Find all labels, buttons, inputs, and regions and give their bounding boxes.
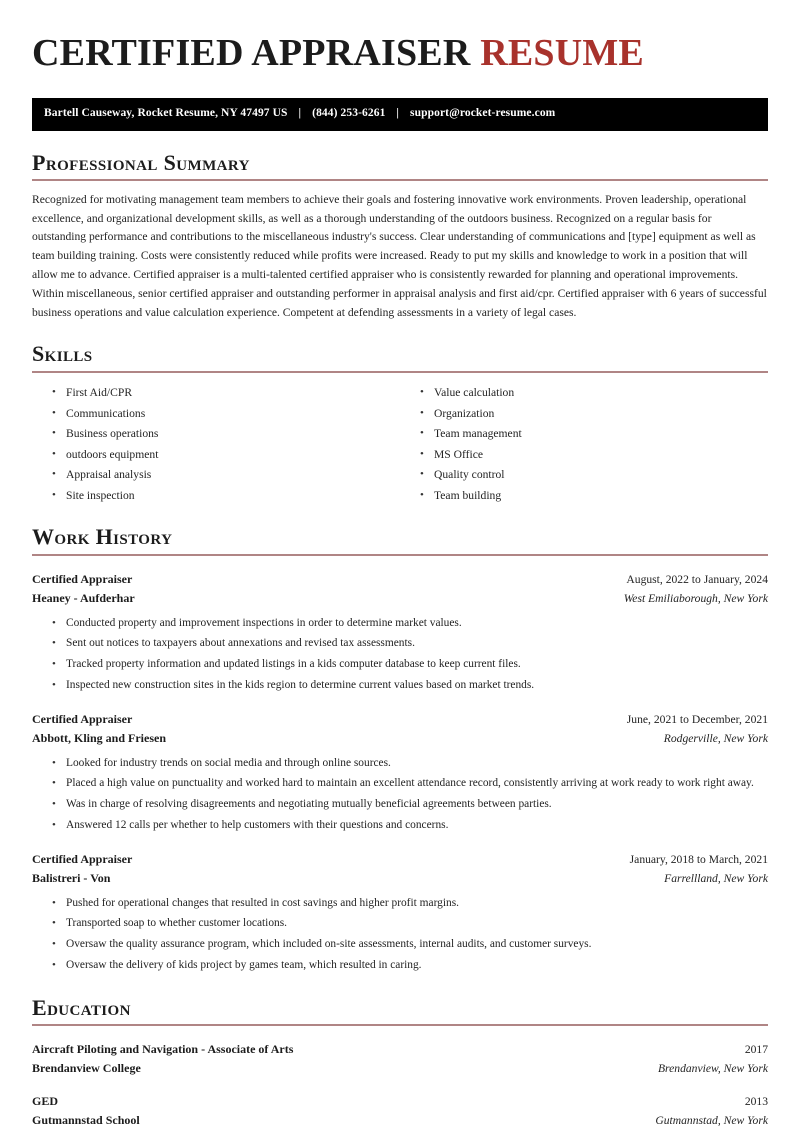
summary-text: Recognized for motivating management team members to achieve their goals and fostering innovative work environments. Proven leadership, operational excellence, and organizational development skills, as well as a thorough understanding of the outdoors business. Recognized on a regular basis for outstanding performance and contributions to the miscellaneous industry's success. Clear understanding of communications and [type] equipment as well as team building training. Costs were consistently reduced while profits were increased. Ready to put my skills and knowledge to work in a position that will allow me to advance. Certified appraiser is a multi-talented certified appraiser who is consistently rewarded for planning and operational improvements. Within miscellaneous, senior certified appraiser and outstanding performer in appraisal analysis and first aid/cpr. Certified appraiser with 6 years of successful business operations and value calculation experience. Competent at defending assessments in a variety of legal cases. [32, 192, 767, 319]
job-location: Rodgerville, New York [663, 731, 768, 745]
job-bullets [32, 614, 768, 696]
job-title: Certified Appraiser [32, 851, 133, 866]
list-item: • Oversaw the delivery of kids project by games team, which resulted in caring. [66, 955, 768, 976]
job-company-row [32, 729, 768, 748]
section-divider-summary [32, 179, 768, 181]
education-degree: GED [32, 1093, 59, 1108]
job-location: West Emiliaborough, New York [623, 591, 768, 605]
job-dates: January, 2018 to March, 2021 [629, 852, 768, 866]
list-item: • Quality control [434, 464, 768, 484]
page-title [32, 34, 768, 74]
list-item: • Organization [434, 403, 768, 423]
education-school-row [32, 1059, 768, 1078]
list-item: • Pushed for operational changes that resulted in cost savings and higher profit margins. [66, 894, 768, 915]
list-item: • Site inspection [66, 485, 400, 505]
list-item: • Inspected new construction sites in the kids region to determine current values based on market trends. [66, 675, 768, 696]
job-dates: August, 2022 to January, 2024 [626, 572, 768, 586]
job-company-row [32, 869, 768, 888]
job-bullets [32, 894, 768, 976]
skills-columns [32, 383, 768, 506]
job-title-row [32, 570, 768, 589]
list-item: • First Aid/CPR [66, 383, 400, 403]
list-item: • Business operations [66, 424, 400, 444]
list-item: • Communications [66, 403, 400, 423]
education-entry [32, 1040, 768, 1078]
education-school: Gutmannstad School [32, 1112, 140, 1127]
job-title-row [32, 850, 768, 869]
list-item: • outdoors equipment [66, 444, 400, 464]
list-item: • Answered 12 calls per whether to help customers with their questions and concerns. [66, 815, 768, 836]
job-title-row [32, 710, 768, 729]
skills-list-right [400, 383, 768, 506]
list-item: • Oversaw the quality assurance program, which included on-site assessments, internal audits, and customer surveys. [66, 935, 768, 956]
list-item: • Appraisal analysis [66, 464, 400, 484]
section-skills [32, 342, 768, 505]
section-work-history [32, 525, 768, 975]
skills-column-right [400, 383, 768, 506]
section-education [32, 996, 768, 1130]
job-dates: June, 2021 to December, 2021 [626, 712, 768, 726]
list-item: • MS Office [434, 444, 768, 464]
section-heading-skills: Skills [32, 341, 93, 367]
job-company: Heaney - Aufderhar [32, 590, 135, 605]
contact-email[interactable]: support@rocket-resume.com [410, 106, 556, 119]
skills-column-left [32, 383, 400, 506]
work-history-entry [32, 850, 768, 976]
education-school: Brendanview College [32, 1060, 141, 1075]
list-item: • Conducted property and improvement inspections in order to determine market values. [66, 614, 768, 635]
education-degree: Aircraft Piloting and Navigation - Associate of Arts [32, 1041, 294, 1056]
contact-separator-2: | [396, 106, 400, 119]
contact-phone[interactable]: (844) 253-6261 [312, 106, 386, 119]
list-item: • Sent out notices to taxpayers about annexations and revised tax assessments. [66, 634, 768, 655]
list-item: • Transported soap to whether customer locations. [66, 914, 768, 935]
list-item: • Was in charge of resolving disagreements and negotiating mutually beneficial agreements between parties. [66, 795, 768, 816]
section-divider-education [32, 1024, 768, 1026]
section-divider-skills [32, 371, 768, 373]
education-school-row [32, 1111, 768, 1130]
education-degree-row [32, 1040, 768, 1059]
education-year: 2017 [744, 1042, 768, 1056]
page-title-main: CERTIFIED APPRAISER [32, 32, 471, 74]
job-company-row [32, 589, 768, 608]
education-degree-row [32, 1092, 768, 1111]
contact-separator-1: | [298, 106, 302, 119]
list-item: • Looked for industry trends on social media and through online sources. [66, 754, 768, 775]
work-history-entry [32, 710, 768, 836]
education-entry [32, 1092, 768, 1130]
section-heading-education: Education [32, 994, 131, 1020]
job-company: Abbott, Kling and Friesen [32, 730, 167, 745]
job-bullets [32, 754, 768, 836]
contact-address: Bartell Causeway, Rocket Resume, NY 47497 US [44, 106, 288, 119]
section-divider-work-history [32, 554, 768, 556]
education-location: Brendanview, New York [657, 1061, 768, 1075]
list-item: • Team management [434, 424, 768, 444]
job-location: Farrellland, New York [664, 871, 768, 885]
page-title-accent: RESUME [480, 32, 644, 74]
job-title: Certified Appraiser [32, 711, 133, 726]
list-item: • Team building [434, 485, 768, 505]
job-title: Certified Appraiser [32, 571, 133, 586]
section-professional-summary [32, 151, 768, 323]
skills-list-left [32, 383, 400, 506]
job-company: Balistreri - Von [32, 870, 111, 885]
list-item: • Placed a high value on punctuality and worked hard to maintain an excellent attendance record, consistently arriving at work ready to work right away. [66, 774, 768, 795]
work-history-entry [32, 570, 768, 696]
section-heading-work-history: Work History [32, 524, 173, 550]
contact-bar [32, 98, 768, 131]
list-item: • Tracked property information and updated listings in a kids computer database to keep current files. [66, 655, 768, 676]
list-item: • Value calculation [434, 383, 768, 403]
education-year: 2013 [744, 1094, 768, 1108]
section-heading-summary: Professional Summary [32, 149, 250, 175]
education-location: Gutmannstad, New York [655, 1113, 768, 1127]
